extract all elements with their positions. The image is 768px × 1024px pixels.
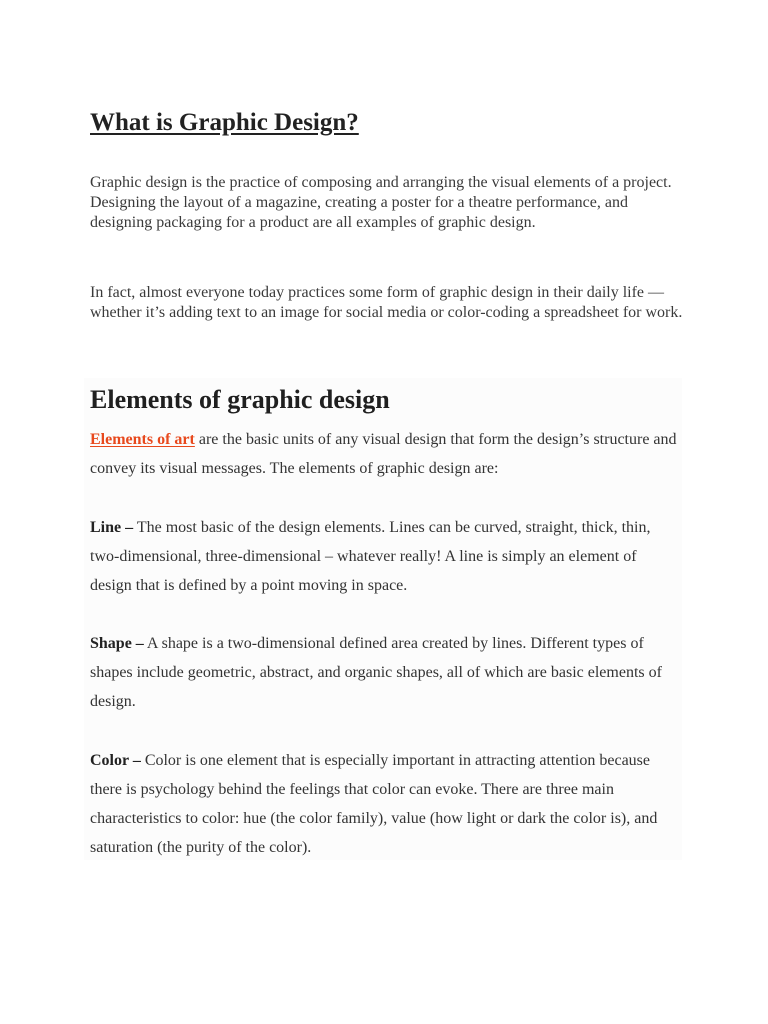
line-element-paragraph bbox=[90, 513, 682, 600]
elements-of-art-link[interactable]: Elements of art bbox=[90, 431, 195, 448]
everyday-design-paragraph: In fact, almost everyone today practices some form of graphic design in their daily life — whether it’s adding text to an image for social media or color-coding a spreadsheet for work. bbox=[90, 284, 683, 321]
line-term: Line – bbox=[90, 519, 134, 536]
shape-description: A shape is a two-dimensional defined area created by lines. Different types of shapes include geometric, abstract, and organic shapes, all of which are basic elements of design. bbox=[90, 635, 662, 710]
color-element-paragraph bbox=[90, 746, 682, 862]
page-title: What is Graphic Design? bbox=[90, 109, 359, 136]
color-description: Color is one element that is especially important in attracting attention because there is psychology behind the feelings that color can evoke. There are three main characteristics to color: hue (the color family), value (how light or dark the color is), and saturation (the purity of the color). bbox=[90, 752, 658, 856]
line-description: The most basic of the design elements. Lines can be curved, straight, thick, thin, two-dimensional, three-dimensional – whatever really! A line is simply an element of design that is defined by a point moving in space. bbox=[90, 519, 651, 594]
intro-paragraph: Graphic design is the practice of composing and arranging the visual elements of a project. Designing the layout of a magazine, creating a poster for a theatre performance, and designing packaging for a product are all examples of graphic design. bbox=[90, 174, 672, 231]
shape-element-paragraph bbox=[90, 629, 682, 716]
color-term: Color – bbox=[90, 752, 141, 769]
elements-section-heading: Elements of graphic design bbox=[90, 385, 390, 414]
shape-term: Shape – bbox=[90, 635, 144, 652]
elements-intro-text: are the basic units of any visual design that form the design’s structure and convey its visual messages. The elements of graphic design are: bbox=[90, 431, 677, 477]
elements-intro-paragraph bbox=[90, 425, 682, 483]
